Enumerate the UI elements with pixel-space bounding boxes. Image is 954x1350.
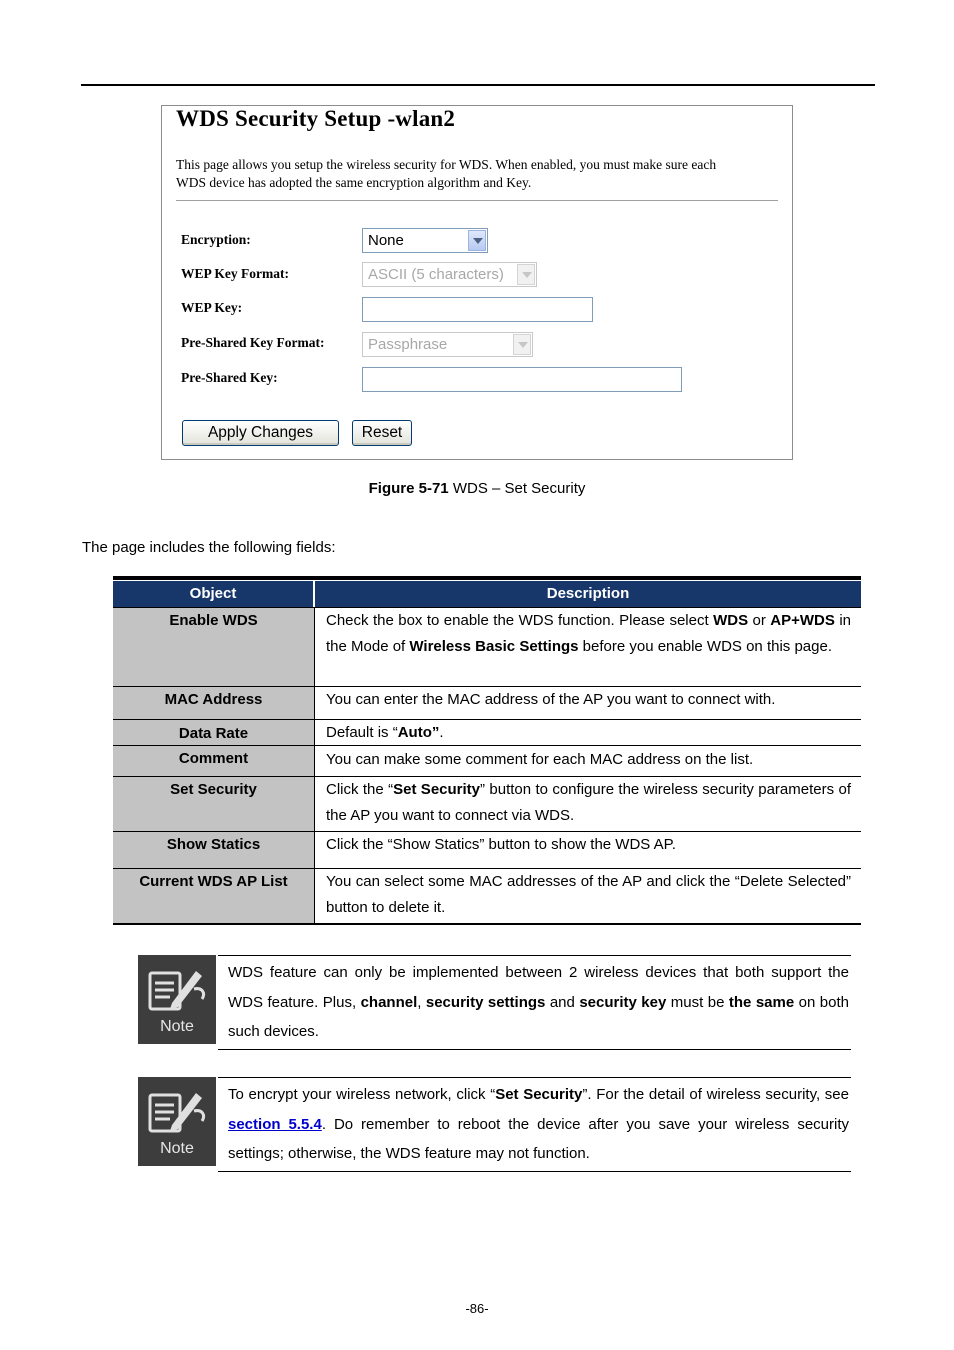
chevron-down-icon (517, 264, 535, 285)
note-icon (138, 1077, 216, 1166)
note-icon (138, 955, 216, 1044)
table-header (113, 580, 861, 607)
table-row: Comment You can make some comment for each MAC address on the list. (113, 745, 861, 776)
chevron-down-icon (468, 230, 486, 251)
table-row: Current WDS AP List You can select some MAC addresses of the AP and click the “Delete Selected” button to delete it. (113, 868, 861, 923)
screenshot-divider (176, 200, 778, 201)
page-number: -86- (465, 1301, 489, 1316)
apply-changes-button[interactable]: Apply Changes (182, 420, 339, 446)
table-row: MAC Address You can enter the MAC address of the AP you want to connect with. (113, 686, 861, 719)
note-text: To encrypt your wireless network, click “Set Security”. For the detail of wireless security, see section 5.5.4. Do remember to reboot the device after you save your wireless security settings; otherwise, the WDS feature may not function. (218, 1077, 851, 1172)
header-object: Object (113, 581, 315, 607)
reset-button[interactable]: Reset (352, 420, 412, 446)
pencil-note-icon (144, 1085, 210, 1137)
section-link[interactable]: section 5.5.4 (228, 1115, 322, 1133)
wep-key-label: WEP Key: (181, 300, 243, 315)
table-row: Enable WDS Check the box to enable the WDS function. Please select WDS or AP+WDS in the Mode of Wireless Basic Settings before you enable WDS on this page. (113, 607, 861, 686)
psk-label: Pre-Shared Key: (181, 370, 278, 385)
encryption-select[interactable]: None (362, 228, 488, 253)
screenshot-title: WDS Security Setup -wlan2 (176, 106, 456, 131)
encryption-label: Encryption: (181, 232, 251, 247)
screenshot-intro: This page allows you setup the wireless security for WDS. When enabled, you must make sure each WDS device has adopted the same encryption algorithm and Key. (176, 157, 717, 190)
wds-security-screenshot (161, 105, 793, 460)
fields-table (113, 576, 861, 925)
note-text: WDS feature can only be implemented between 2 wireless devices that both support the WDS feature. Plus, channel, security settings and security key must be the same on both such devices. (218, 955, 851, 1050)
wep-key-format-label: WEP Key Format: (181, 266, 289, 281)
psk-format-label: Pre-Shared Key Format: (181, 335, 325, 350)
table-row: Set Security Click the “Set Security” button to configure the wireless security parameters of the AP you want to connect via WDS. (113, 776, 861, 831)
table-row: Data Rate Default is “Auto”. (113, 719, 861, 745)
table-row: Show Statics Click the “Show Statics” button to show the WDS AP. (113, 831, 861, 868)
wep-key-input[interactable] (362, 297, 593, 322)
wep-key-format-select[interactable]: ASCII (5 characters) (362, 262, 537, 287)
psk-input[interactable] (362, 367, 682, 392)
note-icon-label: Note (160, 1018, 194, 1035)
fields-intro: The page includes the following fields: (82, 539, 336, 556)
header-rule (81, 84, 875, 86)
note-icon-label: Note (160, 1140, 194, 1157)
header-description: Description (546, 585, 630, 602)
psk-format-select[interactable]: Passphrase (362, 332, 533, 357)
chevron-down-icon (513, 334, 531, 355)
pencil-note-icon (144, 963, 210, 1015)
table-bottom-rule (113, 923, 861, 925)
figure-caption: Figure 5-71 WDS – Set Security (368, 480, 586, 497)
